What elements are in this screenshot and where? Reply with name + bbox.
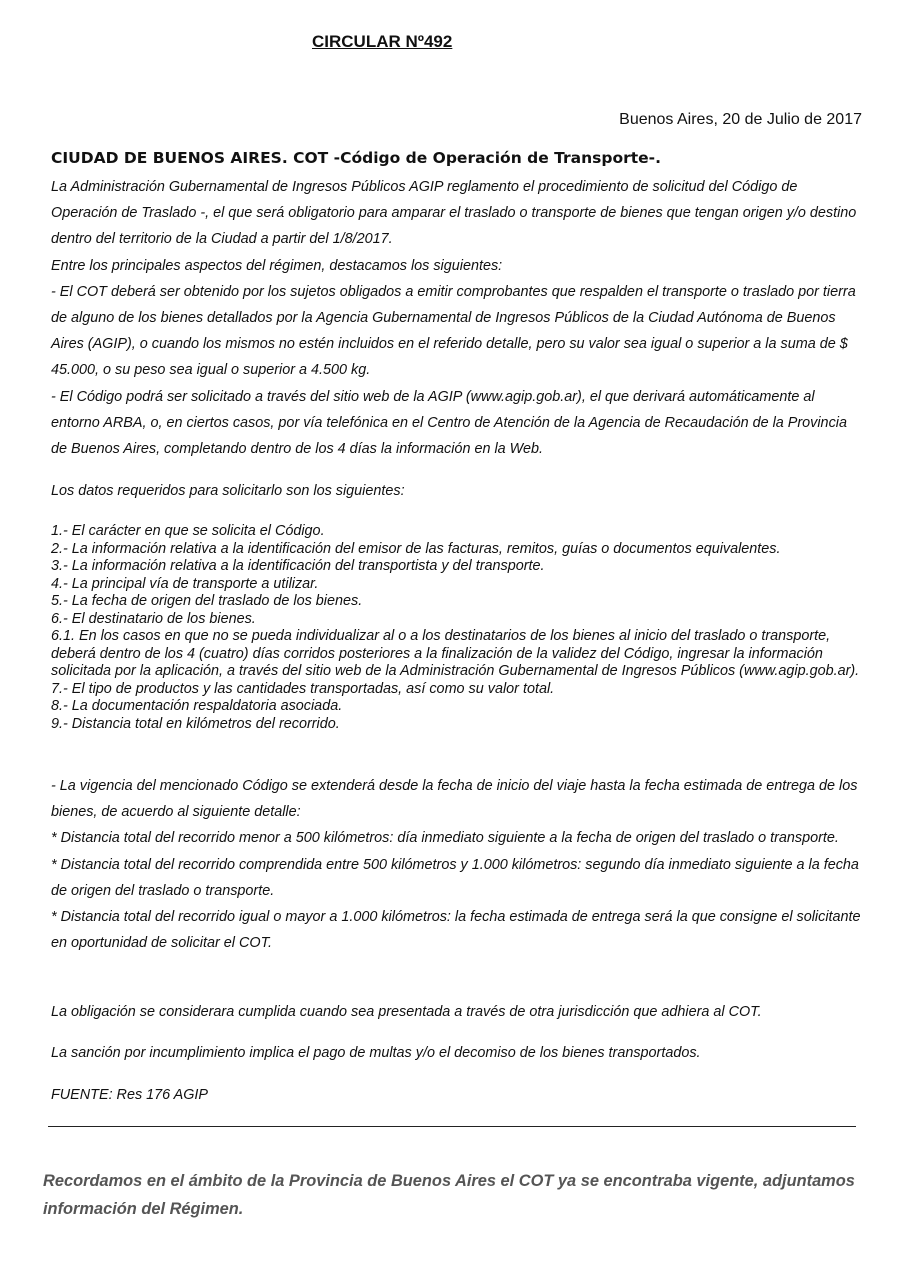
intro-paragraph: Entre los principales aspectos del régimen, destacamos los siguientes:: [51, 257, 503, 274]
list-item: 1.- El carácter en que se solicita el Código.: [51, 523, 325, 539]
footer-note: Recordamos en el ámbito de la Provincia de Buenos Aires el COT ya se encontraba vigente, adjuntamos información del Régimen.: [43, 1172, 855, 1218]
source-note: FUENTE: Res 176 AGIP: [51, 1087, 209, 1103]
sancion-paragraph: La sanción por incumplimiento implica el pago de multas y/o el decomiso de los bienes transportados.: [51, 1045, 701, 1061]
list-item: 2.- La información relativa a la identificación del emisor de las facturas, remitos, guías o documentos equivalentes.: [51, 540, 781, 557]
cumplida-paragraph: La obligación se considerara cumplida cuando sea presentada a través de otra jurisdicción que adhiera al COT.: [51, 1004, 762, 1020]
vigencia-paragraph: - La vigencia del mencionado Código se extenderá desde la fecha de inicio del viaje hasta la fecha estimada de entrega de los bienes, de acuerdo al siguiente detalle:: [51, 778, 858, 821]
intro-section: [51, 174, 861, 462]
circular-title: CIRCULAR Nº492: [312, 32, 453, 51]
list-item: 4.- La principal vía de transporte a utilizar.: [51, 575, 319, 592]
list-item: 8.- La documentación respaldatoria asociada.: [51, 698, 343, 714]
list-item: 6.1. En los casos en que no se pueda individualizar al o a los destinatarios de los bienes al inicio del traslado o transporte, deberá dentro de los 4 (cuatro) días corridos posteriores a la finalización de la validez del Código, ingresar la información solicitada por la aplicación, a través del sitio web de la Administración Gubernamental de Ingresos Públicos (www.agip.gob.ar).: [51, 628, 860, 679]
intro-paragraph: - El COT deberá ser obtenido por los sujetos obligados a emitir comprobantes que respalden el transporte o traslado por tierra de alguno de los bienes detallados por la Agencia Gubernamental de Ingresos Públicos de la Ciudad Autónoma de Buenos Aires (AGIP), o cuando los mismos no estén incluidos en el referido detalle, pero su valor sea igual o superior a la suma de $ 45.000, o su peso sea igual o superior a 4.500 kg.: [51, 283, 856, 379]
requirements-list: [51, 523, 871, 733]
datos-title: Los datos requeridos para solicitarlo son los siguientes:: [51, 483, 405, 499]
vigencia-paragraph: * Distancia total del recorrido comprendida entre 500 kilómetros y 1.000 kilómetros: segundo día inmediato siguiente a la fecha de origen del traslado o transporte.: [51, 856, 859, 899]
vigencia-section: [51, 773, 861, 956]
list-item: 6.- El destinatario de los bienes.: [51, 610, 256, 627]
list-item: 3.- La información relativa a la identificación del transportista y del transporte.: [51, 558, 545, 574]
section-heading: CIUDAD DE BUENOS AIRES. COT -Código de Operación de Transporte-.: [51, 149, 662, 167]
document-date: Buenos Aires, 20 de Julio de 2017: [619, 111, 862, 128]
vigencia-paragraph: * Distancia total del recorrido menor a 500 kilómetros: día inmediato siguiente a la fecha de origen del traslado o transporte.: [51, 830, 839, 847]
list-item: 9.- Distancia total en kilómetros del recorrido.: [51, 715, 340, 732]
list-item: 7.- El tipo de productos y las cantidades transportadas, así como su valor total.: [51, 680, 555, 697]
horizontal-divider: [48, 1126, 856, 1127]
intro-paragraph: La Administración Gubernamental de Ingresos Públicos AGIP reglamento el procedimiento de solicitud del Código de Operación de Traslado -, el que será obligatorio para amparar el traslado o transporte de bienes que tengan origen y/o destino dentro del territorio de la Ciudad a partir del 1/8/2017.: [51, 179, 857, 248]
vigencia-paragraph: * Distancia total del recorrido igual o mayor a 1.000 kilómetros: la fecha estimada de entrega será la que consigne el solicitante en oportunidad de solicitar el COT.: [51, 909, 861, 952]
list-item: 5.- La fecha de origen del traslado de los bienes.: [51, 593, 363, 609]
intro-paragraph: - El Código podrá ser solicitado a través del sitio web de la AGIP (www.agip.gob.ar), el que derivará automáticamente al entorno ARBA, o, en ciertos casos, por vía telefónica en el Centro de Atención de la Agencia de Recaudación de la Provincia de Buenos Aires, completando dentro de los 4 días la información en la Web.: [51, 388, 847, 458]
